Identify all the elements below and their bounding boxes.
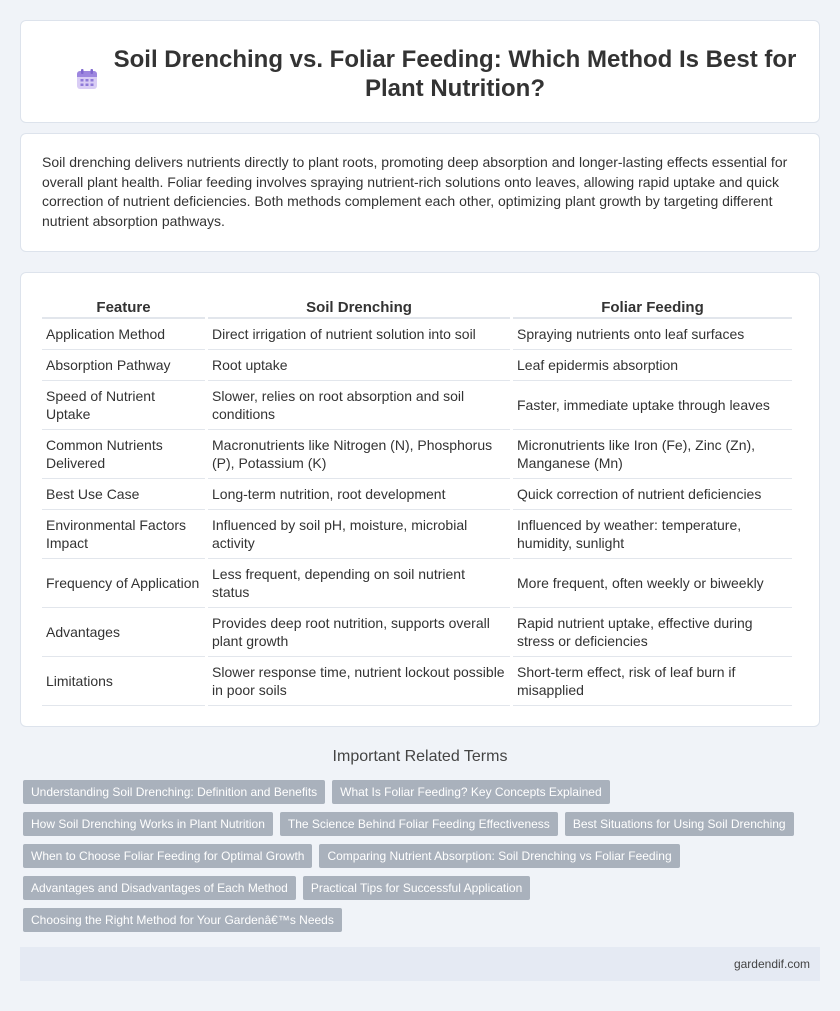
footer xyxy=(20,947,820,981)
footer-site-link[interactable]: gardendif.com xyxy=(733,957,810,971)
foliar-feeding-cell: Micronutrients like Iron (Fe), Zinc (Zn), Manganese (Mn) xyxy=(513,430,792,479)
header-feature: Feature xyxy=(42,295,205,319)
feature-cell: Advantages xyxy=(42,608,205,657)
header-soil-drenching: Soil Drenching xyxy=(208,295,510,319)
header-foliar-feeding: Foliar Feeding xyxy=(513,295,792,319)
soil-drenching-cell: Less frequent, depending on soil nutrient status xyxy=(208,559,510,608)
table-row xyxy=(42,479,792,510)
related-term-tag[interactable]: Advantages and Disadvantages of Each Method xyxy=(23,876,296,900)
foliar-feeding-cell: Short-term effect, risk of leaf burn if misapplied xyxy=(513,657,792,706)
soil-drenching-cell: Slower response time, nutrient lockout possible in poor soils xyxy=(208,657,510,706)
soil-drenching-cell: Influenced by soil pH, moisture, microbial activity xyxy=(208,510,510,559)
comparison-card xyxy=(20,272,820,727)
table-header-row xyxy=(42,295,792,319)
related-terms-heading: Important Related Terms xyxy=(332,748,508,765)
foliar-feeding-cell: Quick correction of nutrient deficiencies xyxy=(513,479,792,510)
related-term-tag[interactable]: Best Situations for Using Soil Drenching xyxy=(565,812,794,836)
related-term-tag[interactable]: When to Choose Foliar Feeding for Optimal Growth xyxy=(23,844,312,868)
intro-card xyxy=(20,133,820,252)
foliar-feeding-cell: Leaf epidermis absorption xyxy=(513,350,792,381)
soil-drenching-cell: Direct irrigation of nutrient solution into soil xyxy=(208,319,510,350)
table-row xyxy=(42,608,792,657)
table-row xyxy=(42,381,792,430)
related-terms-list xyxy=(23,780,803,932)
soil-drenching-cell: Provides deep root nutrition, supports overall plant growth xyxy=(208,608,510,657)
table-row xyxy=(42,430,792,479)
page-title: Soil Drenching vs. Foliar Feeding: Which Method Is Best for Plant Nutrition? xyxy=(113,46,797,102)
foliar-feeding-cell: Faster, immediate uptake through leaves xyxy=(513,381,792,430)
comparison-table xyxy=(39,295,795,706)
feature-cell: Absorption Pathway xyxy=(42,350,205,381)
soil-drenching-cell: Macronutrients like Nitrogen (N), Phosphorus (P), Potassium (K) xyxy=(208,430,510,479)
feature-cell: Limitations xyxy=(42,657,205,706)
feature-cell: Speed of Nutrient Uptake xyxy=(42,381,205,430)
title-card xyxy=(20,20,820,123)
related-term-tag[interactable]: How Soil Drenching Works in Plant Nutrition xyxy=(23,812,273,836)
foliar-feeding-cell: Rapid nutrient uptake, effective during stress or deficiencies xyxy=(513,608,792,657)
related-term-tag[interactable]: The Science Behind Foliar Feeding Effectiveness xyxy=(280,812,558,836)
soil-drenching-cell: Long-term nutrition, root development xyxy=(208,479,510,510)
soil-drenching-cell: Root uptake xyxy=(208,350,510,381)
feature-cell: Best Use Case xyxy=(42,479,205,510)
feature-cell: Environmental Factors Impact xyxy=(42,510,205,559)
soil-drenching-cell: Slower, relies on root absorption and soil conditions xyxy=(208,381,510,430)
feature-cell: Common Nutrients Delivered xyxy=(42,430,205,479)
feature-cell: Application Method xyxy=(42,319,205,350)
related-term-tag[interactable]: Choosing the Right Method for Your Gardenâ€™s Needs xyxy=(23,908,342,932)
calendar-icon xyxy=(76,68,98,90)
foliar-feeding-cell: More frequent, often weekly or biweekly xyxy=(513,559,792,608)
related-term-tag[interactable]: Comparing Nutrient Absorption: Soil Drenching vs Foliar Feeding xyxy=(319,844,679,868)
intro-paragraph: Soil drenching delivers nutrients directly to plant roots, promoting deep absorption and longer-lasting effects essential for overall plant health. Foliar feeding involves spraying nutrient-rich solutions onto leaves, allowing rapid uptake and quick correction of nutrient deficiencies. Both methods complement each other, optimizing plant growth by targeting different nutrient absorption pathways. xyxy=(42,154,788,229)
table-row xyxy=(42,350,792,381)
table-row xyxy=(42,657,792,706)
related-term-tag[interactable]: What Is Foliar Feeding? Key Concepts Explained xyxy=(332,780,609,804)
related-term-tag[interactable]: Practical Tips for Successful Application xyxy=(303,876,530,900)
related-term-tag[interactable]: Understanding Soil Drenching: Definition and Benefits xyxy=(23,780,325,804)
table-row xyxy=(42,319,792,350)
table-row xyxy=(42,510,792,559)
feature-cell: Frequency of Application xyxy=(42,559,205,608)
foliar-feeding-cell: Influenced by weather: temperature, humidity, sunlight xyxy=(513,510,792,559)
foliar-feeding-cell: Spraying nutrients onto leaf surfaces xyxy=(513,319,792,350)
table-row xyxy=(42,559,792,608)
